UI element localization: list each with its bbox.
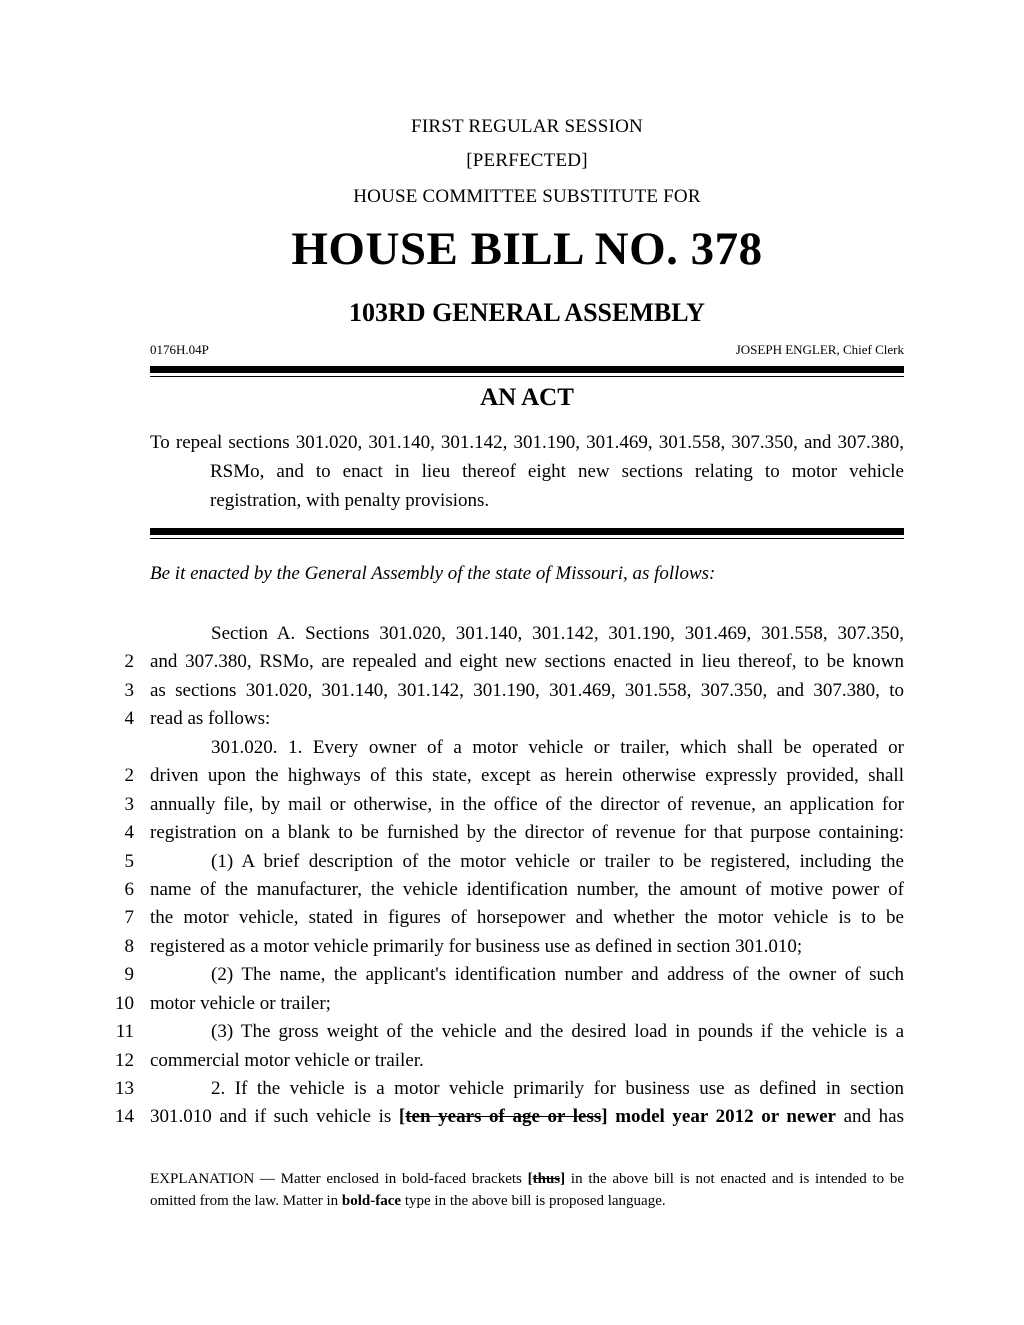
body-line [0,933,1024,961]
line-number: 7 [124,907,134,929]
chief-clerk: JOSEPH ENGLER, Chief Clerk [735,342,904,357]
divider-bottom-thin [150,538,904,539]
example-bracket-open: [ [527,1171,533,1187]
body-text: name of the manufacturer, the vehicle identification number, the amount of motive power of [150,878,904,900]
line-number: 10 [115,992,134,1014]
body-line [0,819,1024,847]
body-text: 301.020. 1. Every owner of a motor vehicle or trailer, which shall be operated or [211,736,904,758]
line-number: 11 [115,1021,134,1043]
body-line [0,904,1024,932]
body-text: commercial motor vehicle or trailer. [150,1049,424,1071]
line-number: 4 [124,708,134,730]
line-number: 13 [115,1078,134,1099]
document-number: 0176H.04P [150,342,209,357]
divider-top-thin [150,376,904,377]
body-line [0,734,1024,762]
explanation-text: EXPLANATION — Matter enclosed in bold-faced brackets [150,1171,522,1187]
body-text: read as follows: [150,708,271,730]
body-line [0,1018,1024,1046]
body-line [0,648,1024,676]
line-number: 4 [124,822,134,844]
deletion-bracket-open: [ [398,1106,406,1128]
body-line [0,705,1024,733]
line-number: 3 [124,793,134,815]
body-line [0,762,1024,790]
body-text: motor vehicle or trailer; [150,992,331,1014]
body-text: annually file, by mail or otherwise, in the office of the director of revenue, an application for [150,793,904,815]
body-text: and 307.380, RSMo, are repealed and eight new sections enacted in lieu thereof, to be known [150,651,904,673]
session-heading: FIRST REGULAR SESSION [411,116,643,137]
line-number: 6 [124,878,134,900]
body-text: the motor vehicle, stated in figures of horsepower and whether the motor vehicle is to be [150,907,904,929]
example-deleted-word: thus [532,1171,561,1187]
line-number: 8 [124,935,134,957]
line-number: 3 [124,679,134,701]
bill-body [0,620,1024,1132]
body-line [0,848,1024,876]
line-number: 14 [115,1106,134,1128]
body-text-segment: and has [843,1106,904,1128]
act-heading: AN ACT [480,384,574,411]
body-line [0,876,1024,904]
body-text-amended [150,1103,904,1131]
line-number: 2 [124,765,134,787]
assembly-heading: 103RD GENERAL ASSEMBLY [349,298,705,327]
body-line [0,677,1024,705]
body-text: driven upon the highways of this state, except as herein otherwise expressly provided, shall [150,765,904,787]
bill-title: HOUSE BILL NO. 378 [291,223,763,275]
line-number: 9 [124,964,134,986]
body-text: registration on a blank to be furnished by the director of revenue for that purpose containing: [150,822,904,844]
body-text: (2) The name, the applicant's identification number and address of the owner of such [211,964,904,986]
example-bracket-close: ] [560,1171,566,1187]
body-text: as sections 301.020, 301.140, 301.142, 301.190, 301.469, 301.558, 307.350, and 307.380, to [150,679,904,701]
body-line [0,1075,1024,1103]
substitute-heading: HOUSE COMMITTEE SUBSTITUTE FOR [353,186,701,207]
body-line [0,791,1024,819]
deletion-bracket-close: ] [601,1106,608,1128]
body-text: 2. If the vehicle is a motor vehicle primarily for business use as defined in section [211,1078,904,1099]
line-number: 5 [124,850,134,872]
explanation-note [150,1168,904,1212]
enacting-clause: Be it enacted by the General Assembly of the state of Missouri, as follows: [150,563,716,584]
example-boldface-word: bold-face [341,1193,402,1209]
status-heading: [PERFECTED] [466,150,588,171]
divider-top-thick [150,366,904,373]
deleted-text: ten years of age or less [405,1106,602,1128]
body-text: Section A. Sections 301.020, 301.140, 301.142, 301.190, 301.469, 301.558, 307.350, [211,623,904,644]
body-text: (3) The gross weight of the vehicle and the desired load in pounds if the vehicle is a [211,1021,904,1043]
body-line [0,620,1024,648]
explanation-text: type in the above bill is proposed language. [404,1193,666,1209]
body-line [0,1047,1024,1075]
divider-bottom-thick [150,528,904,535]
body-line [0,1103,1024,1131]
explanation-text: in the above bill is not enacted and is intended to be omitted from the law. Matter in [150,1171,905,1209]
act-title: To repeal sections 301.020, 301.140, 301.142, 301.190, 301.469, 301.558, 307.350, and 307.380, RSMo, and to enact in lieu thereof eight new sections relating to motor vehicle registration, with penalty provisions. [150,432,904,511]
line-number: 12 [115,1049,134,1071]
body-text-segment: 301.010 and if such vehicle is [150,1106,392,1128]
line-number: 2 [124,651,134,673]
new-text: model year 2012 or newer [615,1106,836,1128]
body-line [0,961,1024,989]
body-text: registered as a motor vehicle primarily for business use as defined in section 301.010; [150,935,803,957]
body-line [0,990,1024,1018]
body-text: (1) A brief description of the motor vehicle or trailer to be registered, including the [211,850,904,872]
